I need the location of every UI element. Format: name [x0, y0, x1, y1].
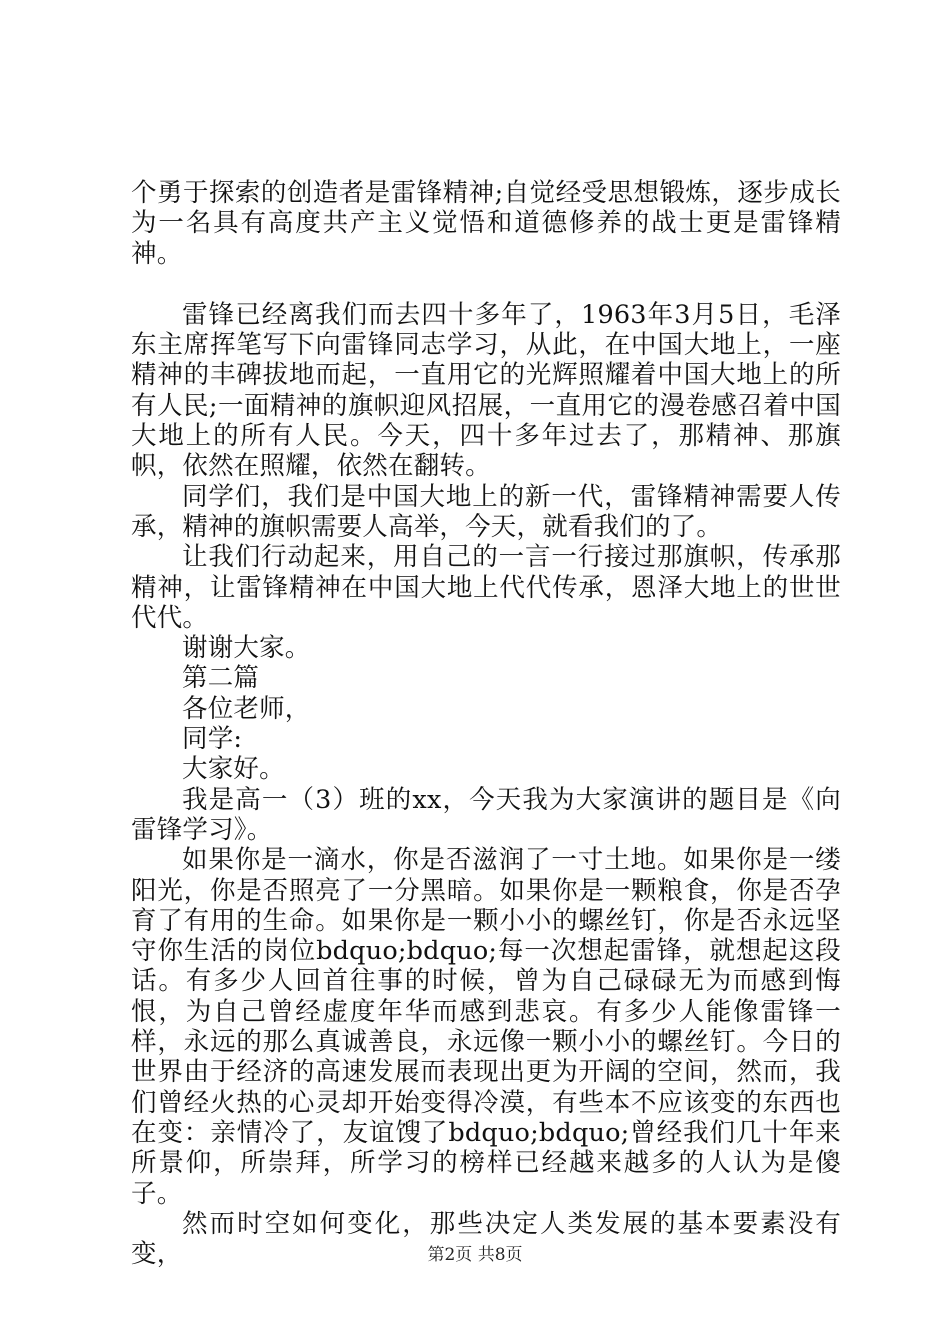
- greeting-all: 大家好。: [182, 754, 285, 785]
- paragraph-body: 如果你是一滴水，你是否滋润了一寸土地。如果你是一缕阳光，你是否照亮了一分黑暗。如果你是一颗粮食，你是否孕育了有用的生命。如果你是一颗小小的螺丝钉，你是否永远坚守你生活的岗位bdquo;bdquo;每一次想起雷锋，就想起这段话。有多少人回首往事的时候，曾为自己碌碌无为而感到悔恨，为自己曾经虚度年华而感到悲哀。有多少人能像雷锋一样，永远的那么真诚善良，永远像一颗小小的螺丝钉。今日的世界由于经济的高速发展而表现出更为开阔的空间，然而，我们曾经火热的心灵却开始变得冷漠，有些本不应该变的东西也在变：亲情冷了，友谊馊了bdquo;bdquo;曾经我们几十年来所景仰，所崇拜，所学习的榜样已经越来越多的人认为是傻子。: [131, 845, 841, 1209]
- document-body: [131, 178, 841, 1269]
- page-number: 第2页 共8页: [427, 1245, 523, 1265]
- paragraph-1: 个勇于探索的创造者是雷锋精神;自觉经受思想锻炼，逐步成长为一名具有高度共产主义觉悟和道德修养的战士更是雷锋精神。: [131, 178, 841, 269]
- paragraph-4: 让我们行动起来，用自己的一言一行接过那旗帜，传承那精神，让雷锋精神在中国大地上代代传承，恩泽大地上的世世代代。: [131, 542, 841, 633]
- paragraph-thanks: 谢谢大家。: [182, 633, 311, 664]
- paragraph-3: 同学们，我们是中国大地上的新一代，雷锋精神需要人传承，精神的旗帜需要人高举，今天，就看我们的了。: [131, 481, 841, 542]
- greeting-students: 同学:: [182, 724, 243, 755]
- section-heading: 第二篇: [182, 663, 260, 694]
- greeting-teachers: 各位老师，: [182, 693, 311, 724]
- paragraph-2: 雷锋已经离我们而去四十多年了，1963年3月5日，毛泽东主席挥笔写下向雷锋同志学习，从此，在中国大地上，一座精神的丰碑拔地而起，一直用它的光辉照耀着中国大地上的所有人民;一面精神的旗帜迎风招展，一直用它的漫卷感召着中国大地上的所有人民。今天，四十多年过去了，那精神、那旗帜，依然在照耀，依然在翻转。: [131, 299, 841, 482]
- paragraph-intro: 我是高一（3）班的xx，今天我为大家演讲的题目是《向雷锋学习》。: [131, 784, 841, 845]
- paragraph-last: 然而时空如何变化，那些决定人类发展的基本要素没有变，: [131, 1208, 841, 1270]
